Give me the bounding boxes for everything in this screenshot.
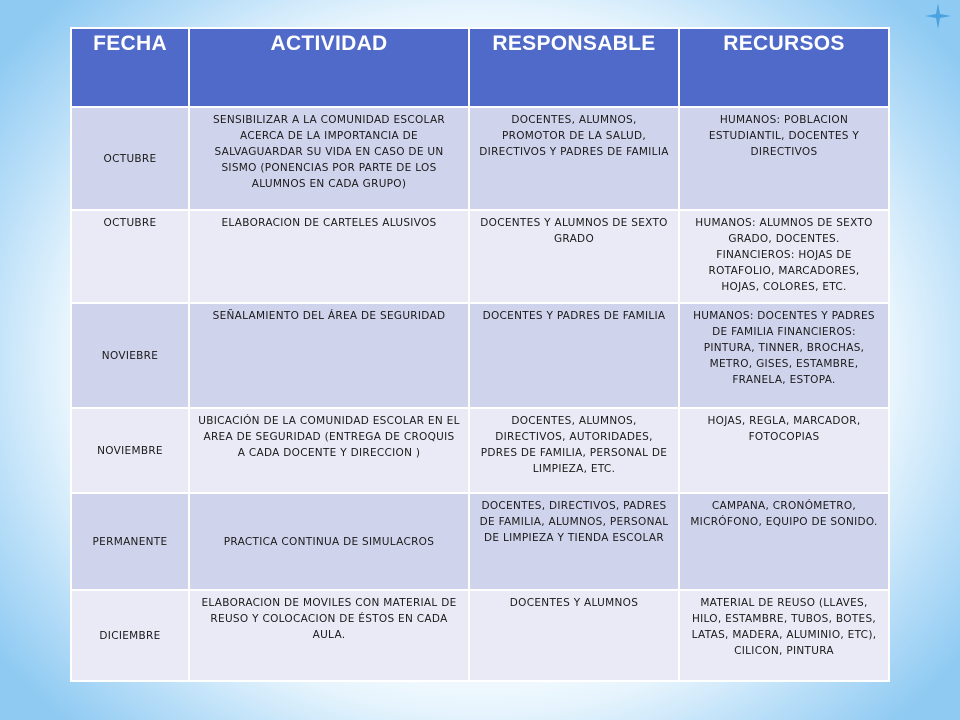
cell-actividad: SEÑALAMIENTO DEL ÁREA DE SEGURIDAD bbox=[189, 303, 469, 408]
header-recursos: RECURSOS bbox=[679, 28, 889, 107]
sparkle-star-icon bbox=[924, 2, 952, 30]
cell-actividad: SENSIBILIZAR A LA COMUNIDAD ESCOLAR ACERCA DE LA IMPORTANCIA DE SALVAGUARDAR SU VIDA EN CASO DE UN SISMO (PONENCIAS POR PARTE DE LOS ALUMNOS EN CADA GRUPO) bbox=[189, 107, 469, 210]
cell-responsable: DOCENTES Y ALUMNOS bbox=[469, 590, 679, 681]
cell-recursos: HUMANOS: ALUMNOS DE SEXTO GRADO, DOCENTES. FINANCIEROS: HOJAS DE ROTAFOLIO, MARCADORES, HOJAS, COLORES, ETC. bbox=[679, 210, 889, 303]
cell-actividad: ELABORACION DE MOVILES CON MATERIAL DE REUSO Y COLOCACION DE ÉSTOS EN CADA AULA. bbox=[189, 590, 469, 681]
table-row bbox=[71, 408, 889, 493]
cell-fecha: NOVIEMBRE bbox=[71, 408, 189, 493]
cell-actividad: PRACTICA CONTINUA DE SIMULACROS bbox=[189, 493, 469, 590]
cell-fecha: OCTUBRE bbox=[71, 210, 189, 303]
table-row bbox=[71, 303, 889, 408]
table-header-row bbox=[71, 28, 889, 107]
activity-table bbox=[70, 27, 890, 682]
cell-actividad: UBICACIÓN DE LA COMUNIDAD ESCOLAR EN EL AREA DE SEGURIDAD (ENTREGA DE CROQUIS A CADA DOCENTE Y DIRECCION ) bbox=[189, 408, 469, 493]
table-row bbox=[71, 493, 889, 590]
cell-fecha: NOVIEBRE bbox=[71, 303, 189, 408]
header-fecha: FECHA bbox=[71, 28, 189, 107]
header-responsable: RESPONSABLE bbox=[469, 28, 679, 107]
cell-responsable: DOCENTES, DIRECTIVOS, PADRES DE FAMILIA, ALUMNOS, PERSONAL DE LIMPIEZA Y TIENDA ESCOLAR bbox=[469, 493, 679, 590]
cell-fecha: OCTUBRE bbox=[71, 107, 189, 210]
cell-actividad: ELABORACION DE CARTELES ALUSIVOS bbox=[189, 210, 469, 303]
cell-recursos: HUMANOS: DOCENTES Y PADRES DE FAMILIA FINANCIEROS: PINTURA, TINNER, BROCHAS, METRO, GISES, ESTAMBRE, FRANELA, ESTOPA. bbox=[679, 303, 889, 408]
cell-responsable: DOCENTES Y PADRES DE FAMILIA bbox=[469, 303, 679, 408]
cell-fecha: DICIEMBRE bbox=[71, 590, 189, 681]
cell-fecha: PERMANENTE bbox=[71, 493, 189, 590]
cell-recursos: HUMANOS: POBLACION ESTUDIANTIL, DOCENTES Y DIRECTIVOS bbox=[679, 107, 889, 210]
cell-responsable: DOCENTES, ALUMNOS, PROMOTOR DE LA SALUD, DIRECTIVOS Y PADRES DE FAMILIA bbox=[469, 107, 679, 210]
table-row bbox=[71, 590, 889, 681]
cell-responsable: DOCENTES, ALUMNOS, DIRECTIVOS, AUTORIDADES, PDRES DE FAMILIA, PERSONAL DE LIMPIEZA, ETC. bbox=[469, 408, 679, 493]
cell-recursos: MATERIAL DE REUSO (LLAVES, HILO, ESTAMBRE, TUBOS, BOTES, LATAS, MADERA, ALUMINIO, ETC), CILICON, PINTURA bbox=[679, 590, 889, 681]
cell-recursos: HOJAS, REGLA, MARCADOR, FOTOCOPIAS bbox=[679, 408, 889, 493]
cell-responsable: DOCENTES Y ALUMNOS DE SEXTO GRADO bbox=[469, 210, 679, 303]
table-row bbox=[71, 210, 889, 303]
table-row bbox=[71, 107, 889, 210]
cell-recursos: CAMPANA, CRONÓMETRO, MICRÓFONO, EQUIPO DE SONIDO. bbox=[679, 493, 889, 590]
header-actividad: ACTIVIDAD bbox=[189, 28, 469, 107]
